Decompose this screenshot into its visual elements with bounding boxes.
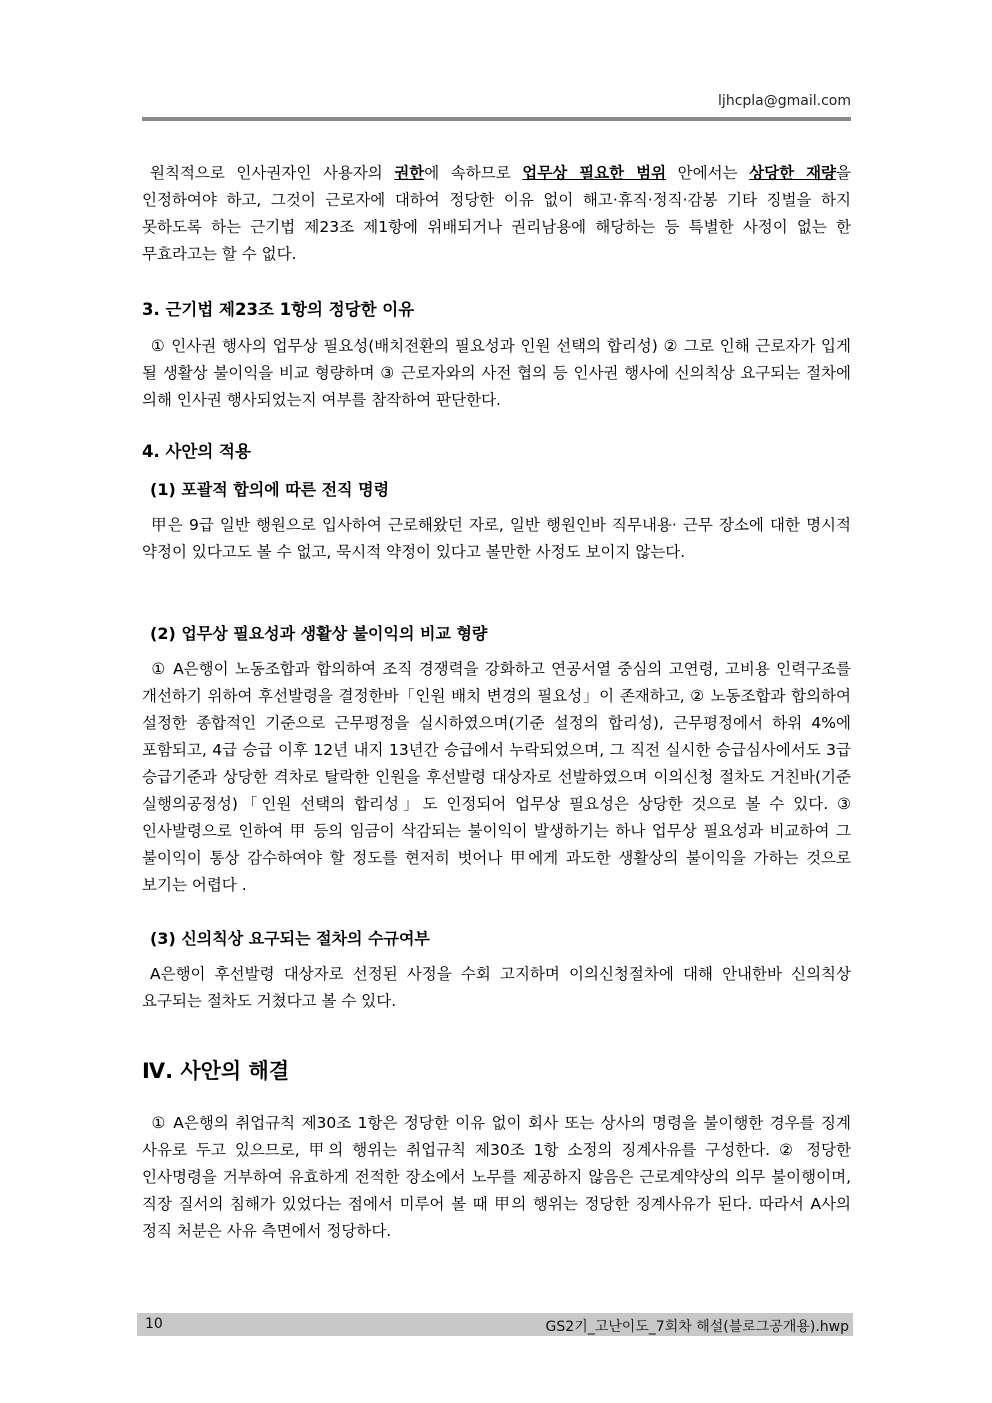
header-divider xyxy=(142,117,851,121)
subsection-3-body xyxy=(142,961,851,1015)
subsection-3-heading: (3) 신의칙상 요구되는 절차의 수규여부 xyxy=(150,929,430,948)
intro-emphasis-2: 업무상 필요한 범위 xyxy=(522,164,667,182)
section-3-body xyxy=(142,333,851,414)
subsection-2-body xyxy=(142,656,851,899)
section-iv-body xyxy=(142,1110,851,1245)
header-email: ljhcpla@gmail.com xyxy=(718,93,851,109)
subsection-1-heading: (1) 포괄적 합의에 따른 전직 명령 xyxy=(150,480,390,499)
intro-emphasis-1: 권한 xyxy=(394,164,425,182)
intro-text-3: 안에서는 xyxy=(666,164,750,182)
section-iv-heading: Ⅳ. 사안의 해결 xyxy=(142,1059,290,1083)
section-3-heading: 3. 근기법 제23조 1항의 정당한 이유 xyxy=(142,300,415,319)
page-number: 10 xyxy=(145,1316,163,1332)
intro-text-1: 원칙적으로 인사권자인 사용자의 xyxy=(150,164,395,182)
footer-bar xyxy=(137,1313,853,1336)
intro-paragraph xyxy=(142,160,851,268)
subsection-2-text: ① A은행이 노동조합과 합의하여 조직 경쟁력을 강화하고 연공서열 중심의 고연령, 고비용 인력구조를 개선하기 위하여 후선발령을 결정한바「인원 배치 변경의 필요성」이 존재하고, ② 노동조합과 합의하여 설정한 종합적인 기준으로 근무평정을 실시하였으며(기준 설정의 합리성), 근무평정에서 하위 4%에 포함되고, 4급 승급 이후 12년 내지 13년간 승급에서 누락되었으며, 그 직전 실시한 승급심사에서도 3급 승급기준과 상당한 격차로 탈락한 인원을 후선발령 대상자로 선발하였으며 이의신청 절차도 거친바(기준 실행의공정성)「인원 선택의 합리성」도 인정되어 업무상 필요성은 상당한 것으로 볼 수 있다. ③ 인사발령으로 인하여 甲 등의 임금이 삭감되는 불이익이 발생하기는 하나 업무상 필요성과 비교하여 그 불이익이 통상 감수하여야 할 정도를 현저히 벗어나 甲에게 과도한 생활상의 불이익을 가하는 것으로 보기는 어렵다 . xyxy=(142,660,851,894)
section-iv-text: ① A은행의 취업규칙 제30조 1항은 정당한 이유 없이 회사 또는 상사의 명령을 불이행한 경우를 징계 사유로 두고 있으므로, 甲의 행위는 취업규칙 제30조 1항 소정의 징계사유를 구성한다. ② 정당한 인사명령을 거부하여 유효하게 전적한 장소에서 노무를 제공하지 않음은 근로계약상의 의무 불이행이며, 직장 질서의 침해가 있었다는 점에서 미루어 볼 때 甲의 행위는 정당한 징계사유가 된다. 따라서 A사의 정직 처분은 사유 측면에서 정당하다. xyxy=(142,1114,851,1240)
footer-filename: GS2기_고난이도_7회차 해설(블로그공개용).hwp xyxy=(545,1319,849,1335)
intro-emphasis-3: 상당한 재량 xyxy=(749,164,837,182)
subsection-1-text: 甲은 9급 일반 행원으로 입사하여 근로해왔던 자로, 일반 행원인바 직무내용· 근무 장소에 대한 명시적 약정이 있다고도 볼 수 없고, 묵시적 약정이 있다고 볼만한 사정도 보이지 않는다. xyxy=(142,516,851,561)
subsection-2-heading: (2) 업무상 필요성과 생활상 불이익의 비교 형량 xyxy=(150,624,488,643)
subsection-3-text: A은행이 후선발령 대상자로 선정된 사정을 수회 고지하며 이의신청절차에 대해 안내한바 신의칙상 요구되는 절차도 거쳤다고 볼 수 있다. xyxy=(142,965,851,1010)
section-3-text: ① 인사권 행사의 업무상 필요성(배치전환의 필요성과 인원 선택의 합리성) ② 그로 인해 근로자가 입게 될 생활상 불이익을 비교 형량하며 ③ 근로자와의 사전 협의 등 인사권 행사에 신의칙상 요구되는 절차에 의해 인사권 행사되었는지 여부를 참작하여 판단한다. xyxy=(142,337,851,409)
section-4-heading: 4. 사안의 적용 xyxy=(142,442,251,461)
intro-text-4: 을 인정하여야 하고, 그것이 근로자에 대하여 정당한 이유 없이 해고·휴직·정직·감봉 기타 징벌을 하지 못하도록 하는 근기법 제23조 제1항에 위배되거나 권리남용에 해당하는 등 특별한 사정이 없는 한 무효라고는 할 수 없다. xyxy=(142,164,852,263)
intro-text-2: 에 속하므로 xyxy=(424,164,523,182)
subsection-1-body xyxy=(142,512,851,566)
